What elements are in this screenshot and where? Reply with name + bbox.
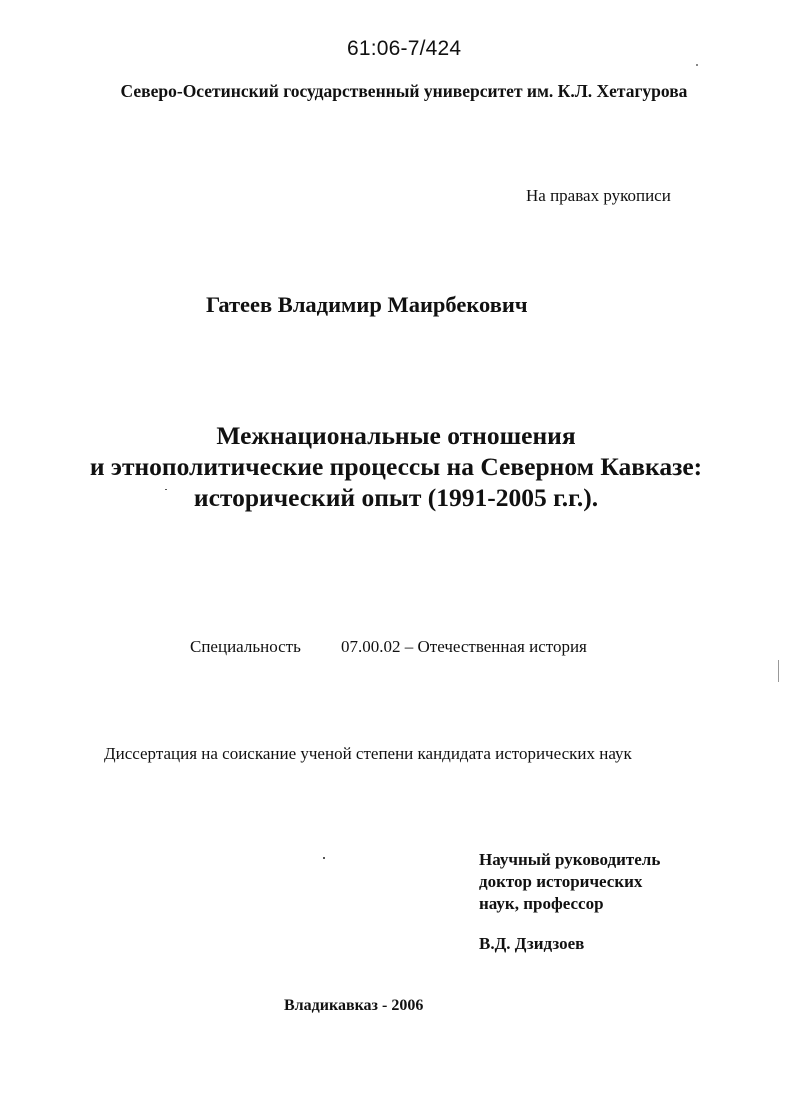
scan-speck	[323, 857, 325, 859]
title-line-1: Межнациональные отношения	[216, 421, 576, 450]
dissertation-purpose: Диссертация на соискание ученой степени кандидата исторических наук	[104, 744, 632, 763]
supervisor-line-2: доктор исторических	[479, 872, 643, 891]
catalog-stamp: 61:06-7/424	[347, 37, 462, 60]
dissertation-title	[0, 420, 792, 513]
scan-speck	[696, 64, 698, 66]
city-year: Владикавказ - 2006	[284, 997, 424, 1014]
supervisor-line-1: Научный руководитель	[479, 850, 661, 869]
manuscript-rights-note: На правах рукописи	[526, 186, 671, 205]
scan-speck	[165, 489, 167, 490]
title-line-2: и этнополитические процессы на Северном Кавказе:	[89, 452, 703, 481]
title-line-3: исторический опыт (1991-2005 г.г.).	[193, 483, 599, 512]
author-name: Гатеев Владимир Маирбекович	[206, 292, 528, 317]
supervisor-line-3: наук, профессор	[479, 894, 604, 913]
specialty-label: Специальность	[190, 637, 301, 656]
specialty-value: 07.00.02 – Отечественная история	[341, 637, 587, 656]
supervisor-name: В.Д. Дзидзоев	[479, 934, 585, 953]
university-name: Северо-Осетинский государственный университет им. К.Л. Хетагурова	[120, 81, 688, 101]
supervisor-block	[479, 849, 660, 915]
scan-speck	[778, 660, 779, 682]
